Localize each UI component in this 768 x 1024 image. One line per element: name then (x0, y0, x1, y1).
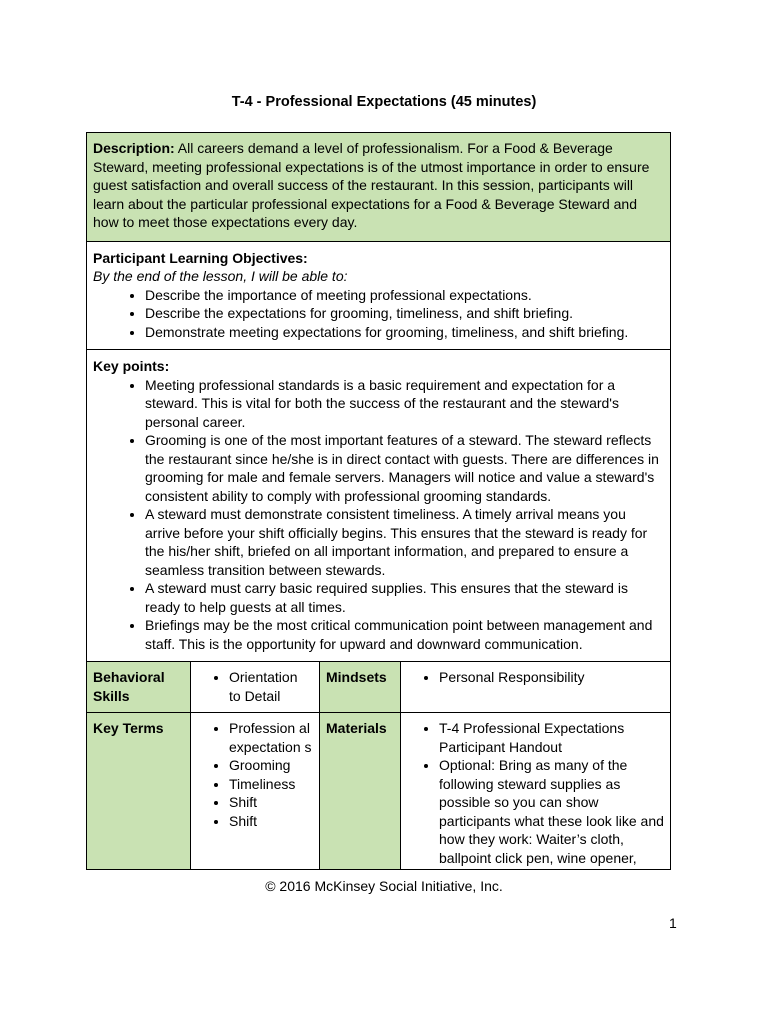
objective-item: • Describe the expectations for grooming, timeliness, and shift briefing. (145, 304, 664, 323)
copyright-footer: © 2016 McKinsey Social Initiative, Inc. (265, 878, 503, 894)
material-item: • Optional: Bring as many of the following steward supplies as possible so you can show participants what these look like and how they work: Waiter’s cloth, ballpoint click pen, wine opener, (439, 756, 664, 867)
description-text: All careers demand a level of professionalism. For a Food & Beverage Steward, meeting professional expectations is of the utmost importance in order to ensure guest satisfaction and overall success of the restaurant. In this session, participants will learn about the particular professional expectations for a Food & Beverage Steward and how to meet those expectations every day. (93, 140, 650, 230)
key-points-cell (87, 350, 671, 662)
key-terms-list (197, 719, 313, 830)
lesson-table (86, 132, 671, 870)
objectives-label: Participant Learning Objectives: (93, 249, 308, 266)
key-terms-label: Key Terms (87, 713, 191, 870)
key-points-label: Key points: (93, 358, 170, 374)
page-title: T-4 - Professional Expectations (45 minutes) (231, 94, 537, 110)
key-term-item: • Profession al expectation s (229, 719, 313, 756)
behavioral-skills-label: Behavioral Skills (87, 662, 191, 713)
description-row (87, 133, 671, 242)
materials-list (407, 719, 664, 867)
key-point-item: • Meeting professional standards is a basic requirement and expectation for a steward. This is vital for both the success of the restaurant and the steward's personal career. (145, 376, 664, 432)
key-points-row (87, 350, 671, 662)
key-point-item: • A steward must demonstrate consistent timeliness. A timely arrival means you arrive before your shift officially begins. This ensures that the steward is ready for the his/her shift, briefed on all important information, and prepared to ensure a seamless transition between stewards. (145, 505, 664, 579)
key-term-item: • Timeliness (229, 775, 313, 794)
page-number: 1 (669, 915, 677, 931)
key-term-item: • Shift (229, 812, 313, 831)
key-point-item: • Grooming is one of the most important features of a steward. The steward reflects the restaurant since he/she is in direct contact with guests. There are differences in grooming for male and female servers. Managers will notice and value a steward's consistent ability to comply with professional grooming standards. (145, 431, 664, 505)
skills-mindsets-row (87, 662, 671, 713)
materials-label: Materials (320, 713, 401, 870)
description-cell (87, 133, 671, 242)
behavioral-skills-cell (191, 662, 320, 713)
objectives-intro: By the end of the lesson, I will be able to: (93, 268, 348, 284)
objective-item: • Demonstrate meeting expectations for grooming, timeliness, and shift briefing. (145, 323, 664, 342)
behavioral-skills-list (197, 668, 313, 705)
terms-materials-row (87, 713, 671, 870)
materials-cell (401, 713, 671, 870)
mindsets-list (407, 668, 664, 687)
key-term-item: • Shift (229, 793, 313, 812)
behavioral-skill-item: • Orientation to Detail (229, 668, 313, 705)
objectives-row (87, 241, 671, 350)
mindset-item: • Personal Responsibility (439, 668, 664, 687)
key-points-list (93, 376, 664, 654)
mindsets-label: Mindsets (320, 662, 401, 713)
key-terms-cell (191, 713, 320, 870)
objective-item: • Describe the importance of meeting professional expectations. (145, 286, 664, 305)
mindsets-cell (401, 662, 671, 713)
objectives-cell (87, 241, 671, 350)
key-term-item: • Grooming (229, 756, 313, 775)
description-label: Description: (93, 140, 175, 156)
key-point-item: • A steward must carry basic required supplies. This ensures that the steward is ready to help guests at all times. (145, 579, 664, 616)
material-item: • T-4 Professional Expectations Participant Handout (439, 719, 664, 756)
key-point-item: • Briefings may be the most critical communication point between management and staff. This is the opportunity for upward and downward communication. (145, 616, 664, 653)
objectives-list (93, 286, 664, 342)
